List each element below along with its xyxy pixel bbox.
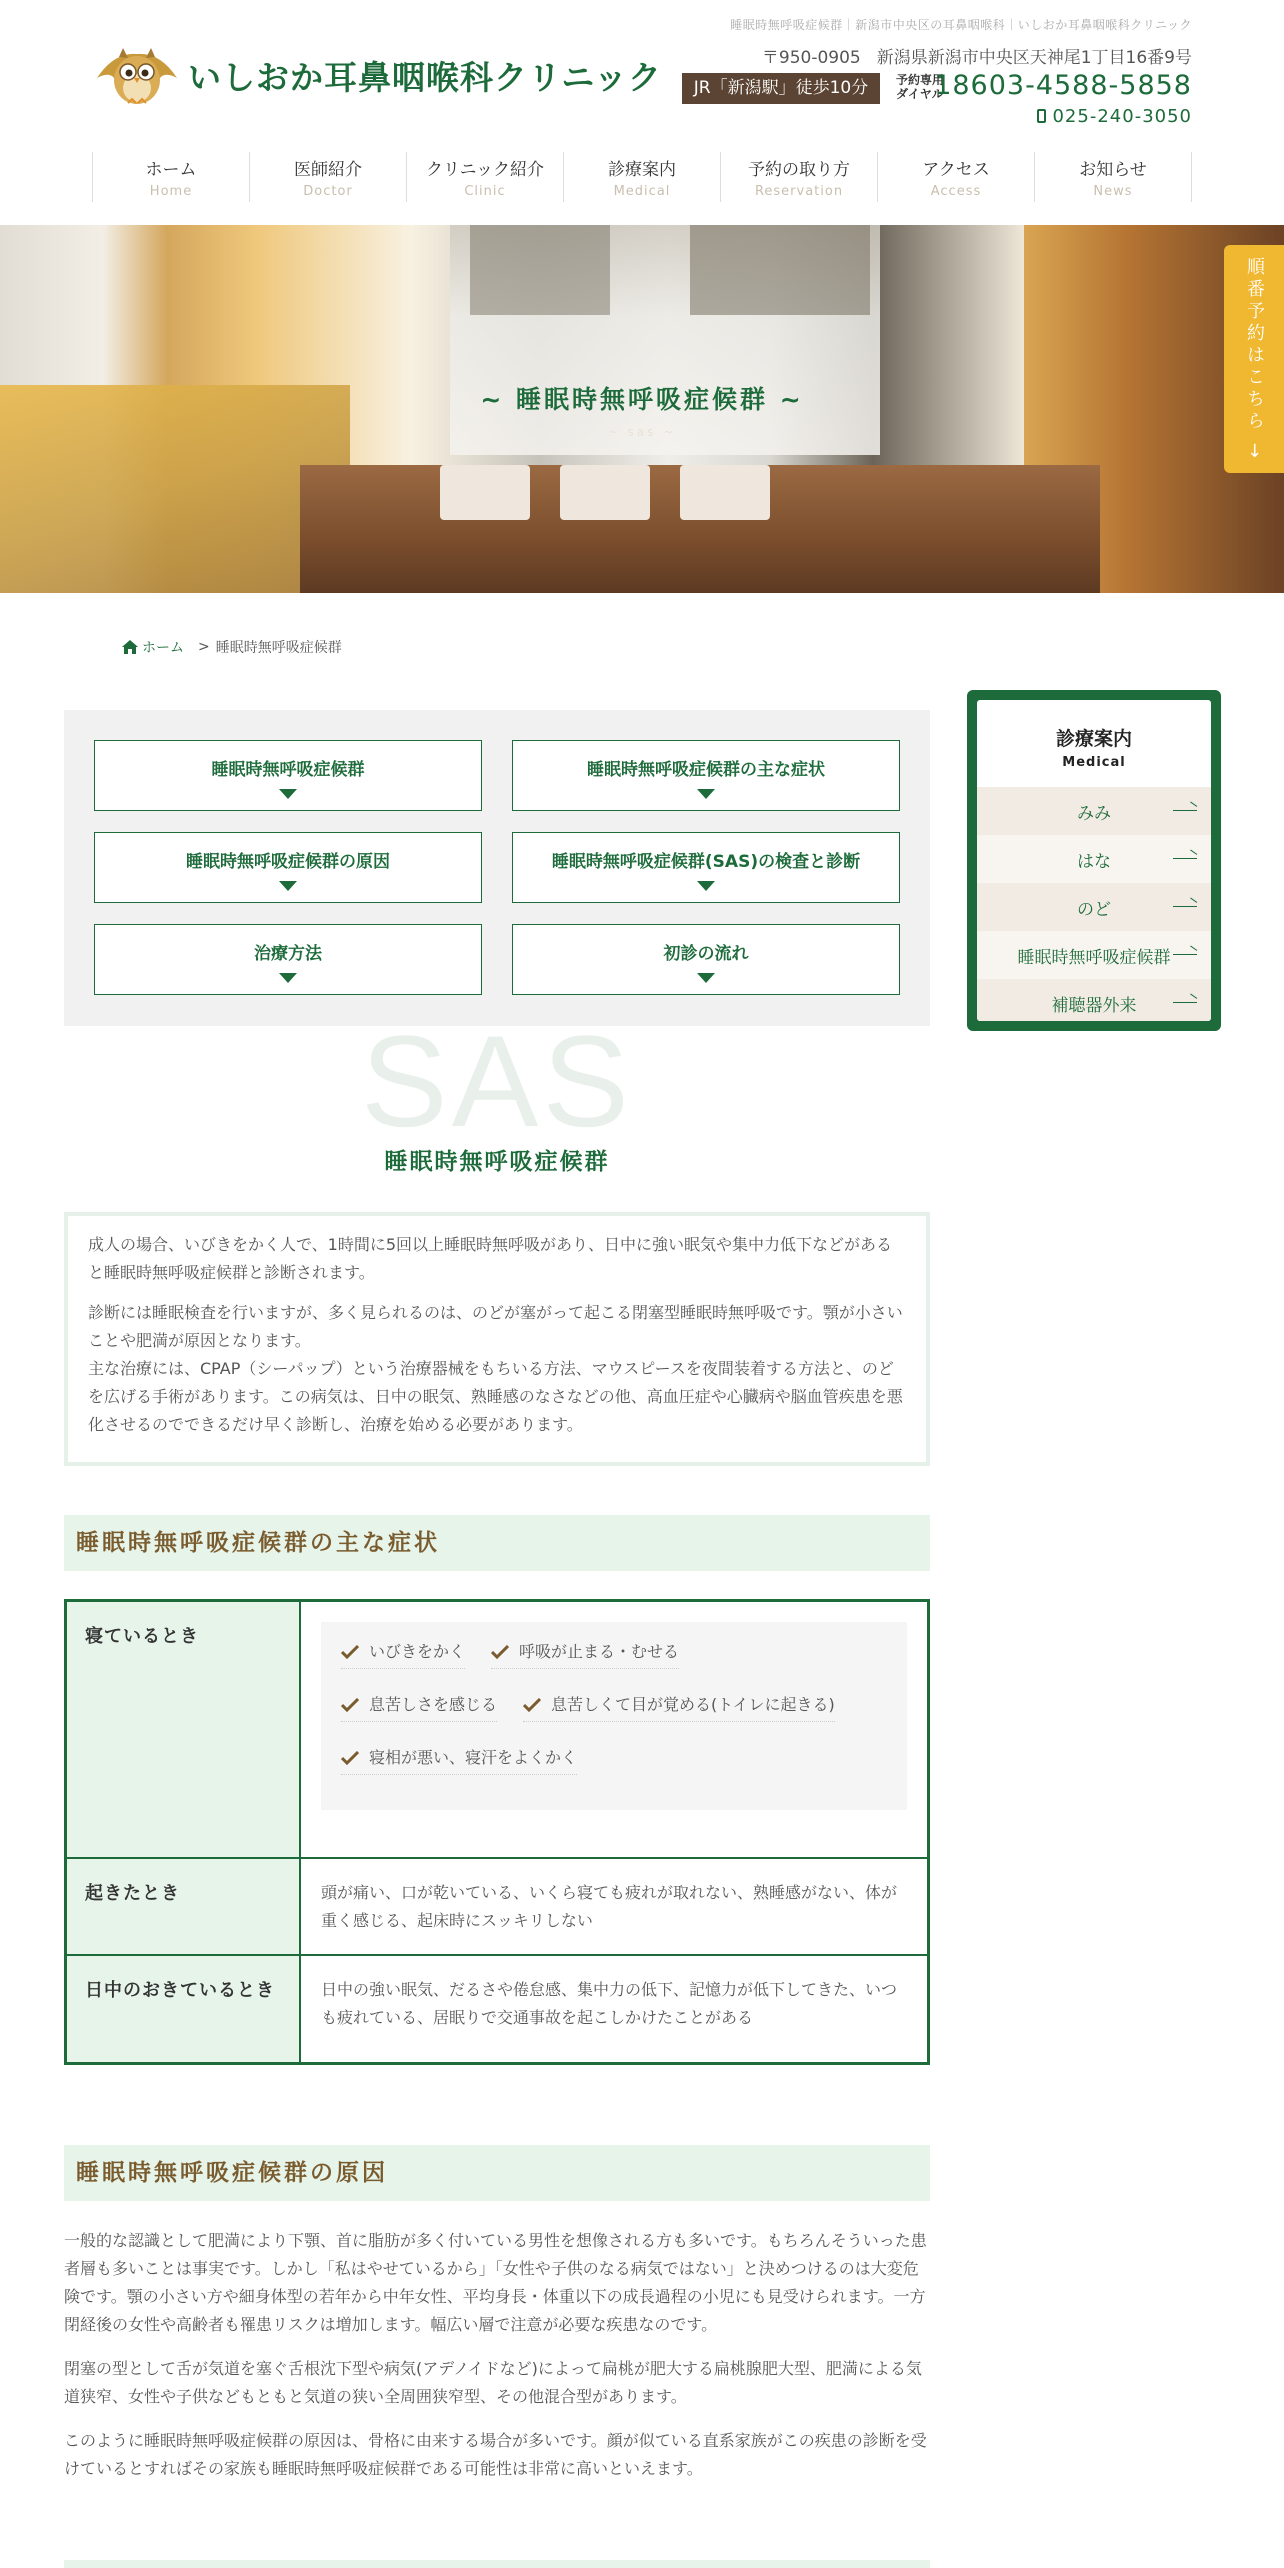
sidebar-item-label: はな	[1077, 851, 1111, 872]
down-triangle-icon	[697, 789, 715, 799]
nav-sublabel: Reservation	[754, 184, 844, 199]
check-label: 呼吸が止まる・むせる	[519, 1642, 680, 1661]
clinic-address	[762, 43, 1192, 68]
nav-label: クリニック紹介	[426, 160, 544, 180]
hero-title: ~ 睡眠時無呼吸症候群 ~	[480, 385, 804, 414]
section-heading-causes: 睡眠時無呼吸症候群の原因	[64, 2145, 930, 2201]
section-heading-sas: 睡眠時無呼吸症候群	[384, 1149, 610, 1175]
check-icon	[341, 1645, 359, 1659]
hero-bg-frame	[470, 225, 610, 315]
access-badge: JR「新潟駅」徒歩10分	[682, 73, 880, 104]
sidebar-item-nose[interactable]	[977, 835, 1211, 883]
down-triangle-icon	[697, 973, 715, 983]
hero-bg-chairs	[0, 385, 350, 593]
intro-paragraph: 診断には睡眠検査を行いますが、多く見られるのは、のどが塞がって起こる閉塞型睡眠時無呼吸です。顎が小さいことや肥満が原因となります。	[88, 1303, 903, 1350]
cause-paragraph: 閉塞の型として舌が気道を塞ぐ舌根沈下型や病気(アデノイドなど)によって扁桃が肥大する扁桃腺肥大型、肥満による気道狭窄、女性や子供などもともと気道の狭い全周囲狭窄型、その他混合型があります。	[64, 2359, 922, 2406]
sidebar-item-label: 補聴器外来	[1051, 995, 1137, 1016]
anchor-label: 睡眠時無呼吸症候群	[211, 760, 365, 780]
breadcrumb-current: 睡眠時無呼吸症候群	[215, 640, 342, 656]
nav-label: 予約の取り方	[748, 160, 850, 180]
symptoms-table	[64, 1599, 930, 2065]
check-item	[523, 1691, 835, 1722]
sidebar-item-sas[interactable]	[977, 931, 1211, 979]
nav-label: 診療案内	[608, 160, 676, 180]
nav-sublabel: Doctor	[303, 184, 353, 199]
reservation-side-tab[interactable]: 順番予約はこちら →	[1224, 245, 1284, 473]
nav-news[interactable]	[1034, 152, 1192, 202]
check-item	[341, 1638, 465, 1669]
nav-sublabel: Access	[930, 184, 982, 199]
breadcrumb	[122, 637, 342, 657]
hero-subtitle: ~ sas ~	[607, 425, 677, 439]
intro-paragraph: 主な治療には、CPAP（シーパップ）という治療器械をもちいる方法、マウスピースを夜間装着する方法と、のどを広げる手術があります。この病気は、日中の眠気、熟睡感のなさなどの他、高血圧症や心臓病や脳血管疾患を悪化させるのでできるだけ早く診断し、治療を始める必要があります。	[88, 1359, 903, 1434]
check-icon	[341, 1751, 359, 1765]
breadcrumb-separator: >	[198, 639, 210, 655]
anchor-label: 治療方法	[254, 944, 322, 964]
clinic-logo[interactable]	[92, 44, 662, 106]
reservation-phone[interactable]: 18603-4588-5858	[934, 70, 1192, 101]
hero-bg-frame	[690, 225, 870, 315]
zip-code: 〒950-0905	[761, 48, 861, 68]
row-header: 日中のおきているとき	[67, 1956, 301, 2062]
nav-home[interactable]	[92, 152, 249, 202]
check-item	[341, 1744, 577, 1775]
table-row	[67, 1602, 927, 1859]
nav-reservation[interactable]	[720, 152, 877, 202]
nav-doctor[interactable]	[249, 152, 406, 202]
intro-box	[64, 1212, 930, 1466]
nav-label: お知らせ	[1079, 160, 1147, 180]
nav-sublabel: Clinic	[464, 184, 506, 199]
hero-bg-seat	[440, 465, 530, 520]
anchor-label: 睡眠時無呼吸症候群(SAS)の検査と診断	[551, 852, 861, 872]
row-cell: 日中の強い眠気、だるさや倦怠感、集中力の低下、記憶力が低下してきた、いつも疲れている、居眠りで交通事故を起こしかけたことがある	[321, 1980, 898, 2027]
tel-label-1: 予約専用	[896, 73, 945, 87]
hero-bg-seat	[680, 465, 770, 520]
phone-icon	[1037, 109, 1046, 123]
home-icon	[122, 640, 138, 654]
tel-label-2: ダイヤル	[896, 87, 944, 101]
header-tagline: 睡眠時無呼吸症候群｜新潟市中央区の耳鼻咽喉科｜いしおか耳鼻咽喉科クリニック	[730, 18, 1192, 32]
check-label: いびきをかく	[369, 1642, 466, 1661]
nav-medical[interactable]	[563, 152, 720, 202]
check-icon	[523, 1698, 541, 1712]
anchor-label: 初診の流れ	[663, 944, 749, 964]
nav-label: ホーム	[145, 160, 197, 180]
sidebar-medical	[967, 690, 1221, 1031]
anchor-sas[interactable]	[94, 740, 482, 811]
table-row	[67, 1859, 927, 1956]
anchor-causes[interactable]	[94, 832, 482, 903]
arrow-right-icon	[1173, 906, 1197, 907]
sidebar-item-ear[interactable]	[977, 787, 1211, 835]
sidebar-title: 診療案内	[1055, 728, 1132, 750]
main-nav	[92, 152, 1192, 202]
clinic-name: いしおか耳鼻咽喉科クリニック	[188, 57, 663, 97]
sas-watermark: SAS	[360, 1008, 634, 1154]
down-triangle-icon	[279, 789, 297, 799]
nav-access[interactable]	[877, 152, 1034, 202]
down-triangle-icon	[279, 973, 297, 983]
clinic-phone-number: 025-240-3050	[1052, 106, 1192, 127]
sidebar-item-label: のど	[1077, 899, 1111, 920]
arrow-right-icon	[1173, 1002, 1197, 1003]
page-anchor-nav	[64, 710, 930, 1026]
sidebar-item-label: みみ	[1077, 803, 1111, 824]
check-icon	[491, 1645, 509, 1659]
checklist	[321, 1622, 907, 1810]
owl-logo-icon	[92, 44, 182, 106]
arrow-right-icon	[1173, 858, 1197, 859]
anchor-symptoms[interactable]	[512, 740, 900, 811]
row-header: 寝ているとき	[67, 1602, 301, 1857]
sidebar-item-hearing-aid[interactable]	[977, 979, 1211, 1021]
address-text: 新潟県新潟市中央区天神尾1丁目16番9号	[876, 48, 1192, 68]
arrow-right-icon	[1173, 954, 1197, 955]
sidebar-item-throat[interactable]	[977, 883, 1211, 931]
next-section-heading-bar	[64, 2560, 930, 2568]
nav-label: アクセス	[922, 160, 990, 180]
nav-sublabel: Medical	[613, 184, 671, 199]
cause-paragraph: このように睡眠時無呼吸症候群の原因は、骨格に由来する場合が多いです。顔が似ている直系家族がこの疾患の診断を受けているとすればその家族も睡眠時無呼吸症候群である可能性は非常に高いといえます。	[64, 2431, 927, 2478]
cause-paragraph: 一般的な認識として肥満により下顎、首に脂肪が多く付いている男性を想像される方も多いです。もちろんそういった患者層も多いことは事実です。しかし「私はやせているから」「女性や子供のなる病気ではない」と決めつけるのは大変危険です。顎の小さい方や細身体型の若年から中年女性、平均身長・体重以下の成長過程の小児にも見受けられます。一方閉経後の女性や高齢者も罹患リスクは増加します。幅広い層で注意が必要な疾患なのです。	[64, 2231, 927, 2334]
hero-banner	[0, 225, 1284, 593]
row-cell: 頭が痛い、口が乾いている、いくら寝ても疲れが取れない、熟睡感がない、体が重く感じる、起床時にスッキリしない	[321, 1883, 898, 1930]
breadcrumb-home-link[interactable]: ホーム	[142, 640, 184, 656]
down-triangle-icon	[279, 881, 297, 891]
check-label: 寝相が悪い、寝汗をよくかく	[369, 1748, 578, 1767]
nav-sublabel: News	[1093, 184, 1133, 199]
anchor-first-visit[interactable]	[512, 924, 900, 995]
anchor-diagnosis[interactable]	[512, 832, 900, 903]
nav-label: 医師紹介	[294, 160, 362, 180]
site-header	[0, 0, 1284, 225]
sidebar-panel	[977, 700, 1211, 1021]
check-item	[341, 1691, 497, 1722]
sidebar-list	[977, 787, 1211, 1021]
down-triangle-icon	[697, 881, 715, 891]
check-item	[491, 1638, 679, 1669]
anchor-label: 睡眠時無呼吸症候群の主な症状	[587, 760, 825, 780]
anchor-treatment[interactable]	[94, 924, 482, 995]
row-header: 起きたとき	[67, 1859, 301, 1954]
row-cell	[301, 1602, 927, 1857]
clinic-phone[interactable]	[1037, 106, 1192, 127]
sidebar-item-label: 睡眠時無呼吸症候群	[1017, 947, 1171, 968]
check-icon	[341, 1698, 359, 1712]
check-label: 息苦しくて目が覚める(トイレに起きる)	[551, 1695, 835, 1714]
hero-bg-seat	[560, 465, 650, 520]
arrow-right-icon	[1173, 810, 1197, 811]
sidebar-subtitle: Medical	[1062, 755, 1126, 770]
checklist-items	[341, 1638, 887, 1797]
intro-paragraph: 成人の場合、いびきをかく人で、1時間に5回以上睡眠時無呼吸があり、日中に強い眠気や集中力低下などがあると睡眠時無呼吸症候群と診断されます。	[88, 1235, 893, 1282]
anchor-label: 睡眠時無呼吸症候群の原因	[186, 852, 390, 872]
nav-clinic[interactable]	[406, 152, 563, 202]
check-label: 息苦しさを感じる	[369, 1695, 498, 1714]
nav-sublabel: Home	[149, 184, 193, 199]
section-heading-symptoms: 睡眠時無呼吸症候群の主な症状	[64, 1515, 930, 1571]
table-row	[67, 1956, 927, 2062]
cause-text	[64, 2227, 930, 2499]
